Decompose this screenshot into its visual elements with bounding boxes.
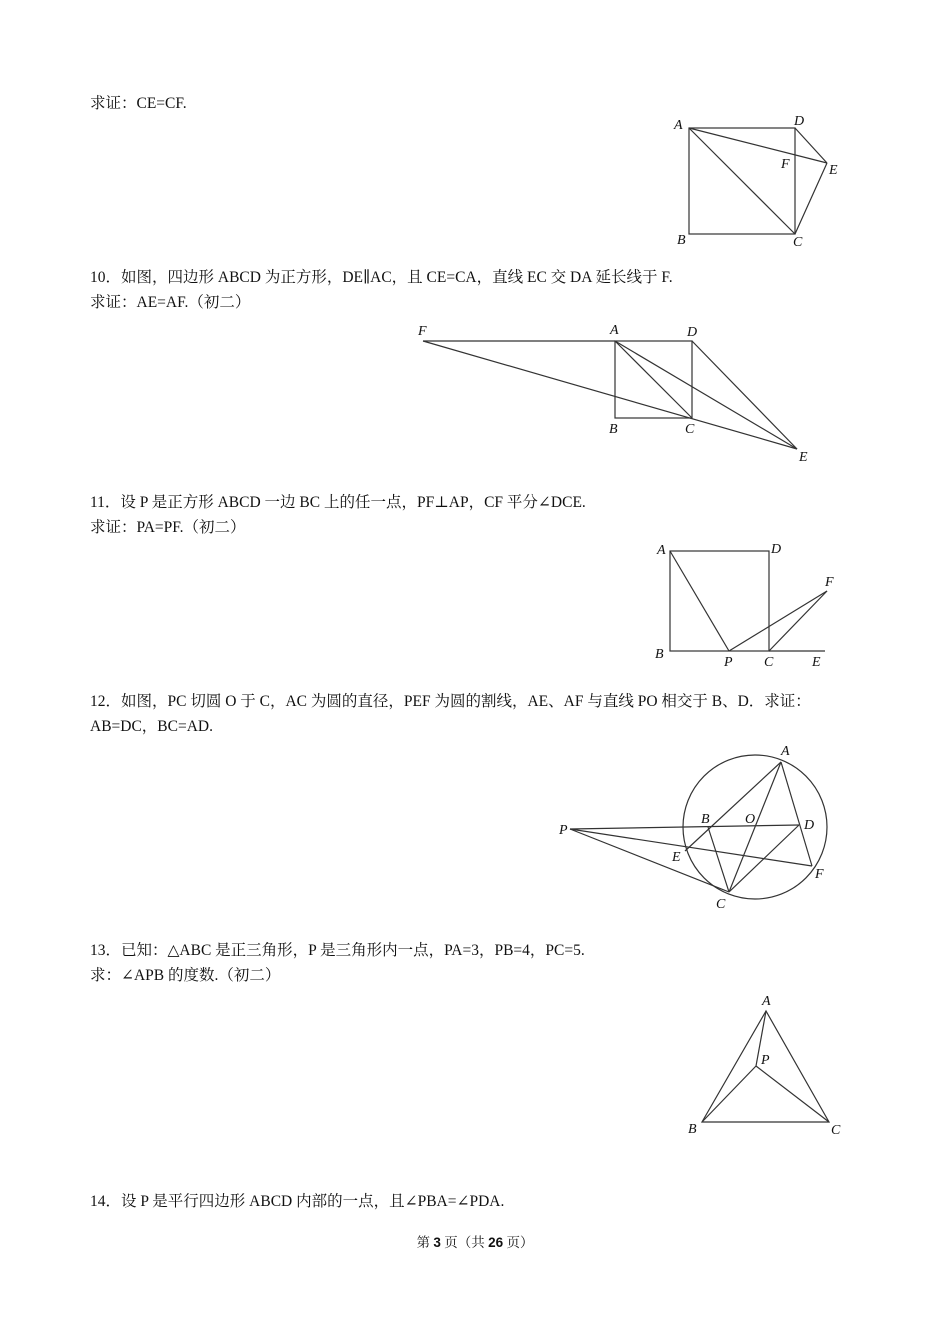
fig10-label-E: E [799, 450, 808, 465]
page-footer [0, 1231, 950, 1251]
fig11-label-F: F [825, 575, 834, 590]
p13-prove: 求：∠APB 的度数.（初二） [90, 967, 281, 984]
fig13-label-A: A [762, 994, 771, 1009]
fig9-label-F: F [781, 157, 790, 172]
footer-total-pages: 26 [488, 1235, 504, 1250]
footer-page-number: 3 [433, 1235, 441, 1250]
fig11-label-B: B [655, 647, 664, 662]
fig13-label-C: C [831, 1123, 841, 1138]
footer-pre: 第 [416, 1235, 434, 1250]
p13-statement: 13．已知：△ABC 是正三角形，P 是三角形内一点，PA=3，PB=4，PC=5. [90, 942, 585, 959]
fig12-label-B: B [701, 812, 710, 827]
p12-statement-cont: AB=DC，BC=AD. [90, 718, 213, 735]
fig12-label-D: D [804, 818, 815, 833]
fig11-label-E: E [812, 655, 821, 670]
fig9-label-B: B [677, 233, 686, 248]
p12-statement: 12．如图，PC 切圆 O 于 C，AC 为圆的直径，PEF 为圆的割线，AE、AF 与直线 PO 相交于 B、D．求证： [90, 693, 811, 710]
fig11-label-D: D [771, 542, 782, 557]
fig11-label-A: A [657, 543, 666, 558]
fig9-label-C: C [793, 235, 803, 250]
fig12-label-A: A [781, 744, 790, 759]
fig10-label-B: B [609, 422, 618, 437]
p10-statement: 10．如图，四边形 ABCD 为正方形，DE∥AC，且 CE=CA，直线 EC 交 DA 延长线于 F. [90, 269, 673, 286]
fig11-label-P: P [724, 655, 733, 670]
fig9-label-A: A [674, 118, 683, 133]
p14-statement: 14．设 P 是平行四边形 ABCD 内部的一点，且∠PBA=∠PDA. [90, 1193, 505, 1210]
fig10-label-F: F [418, 324, 427, 339]
fig10-label-C: C [685, 422, 695, 437]
footer-post: 页） [503, 1235, 534, 1250]
fig12-label-P: P [559, 823, 568, 838]
fig13-label-B: B [688, 1122, 697, 1137]
fig9-label-E: E [829, 163, 838, 178]
fig12-label-E: E [672, 850, 681, 865]
fig10-label-D: D [687, 325, 698, 340]
fig12-label-C: C [716, 897, 726, 912]
fig11-label-C: C [764, 655, 774, 670]
fig13-label-P: P [761, 1053, 770, 1068]
fig12-label-F: F [815, 867, 824, 882]
footer-mid: 页（共 [440, 1235, 489, 1250]
p10-prove: 求证：AE=AF.（初二） [90, 294, 251, 311]
fig10-label-A: A [610, 323, 619, 338]
fig9-label-D: D [794, 114, 805, 129]
p9-prove: 求证：CE=CF. [90, 95, 187, 112]
fig12-label-O: O [745, 812, 756, 827]
p11-prove: 求证：PA=PF.（初二） [90, 519, 246, 536]
p11-statement: 11．设 P 是正方形 ABCD 一边 BC 上的任一点，PF⊥AP，CF 平分∠DCE. [90, 494, 586, 511]
